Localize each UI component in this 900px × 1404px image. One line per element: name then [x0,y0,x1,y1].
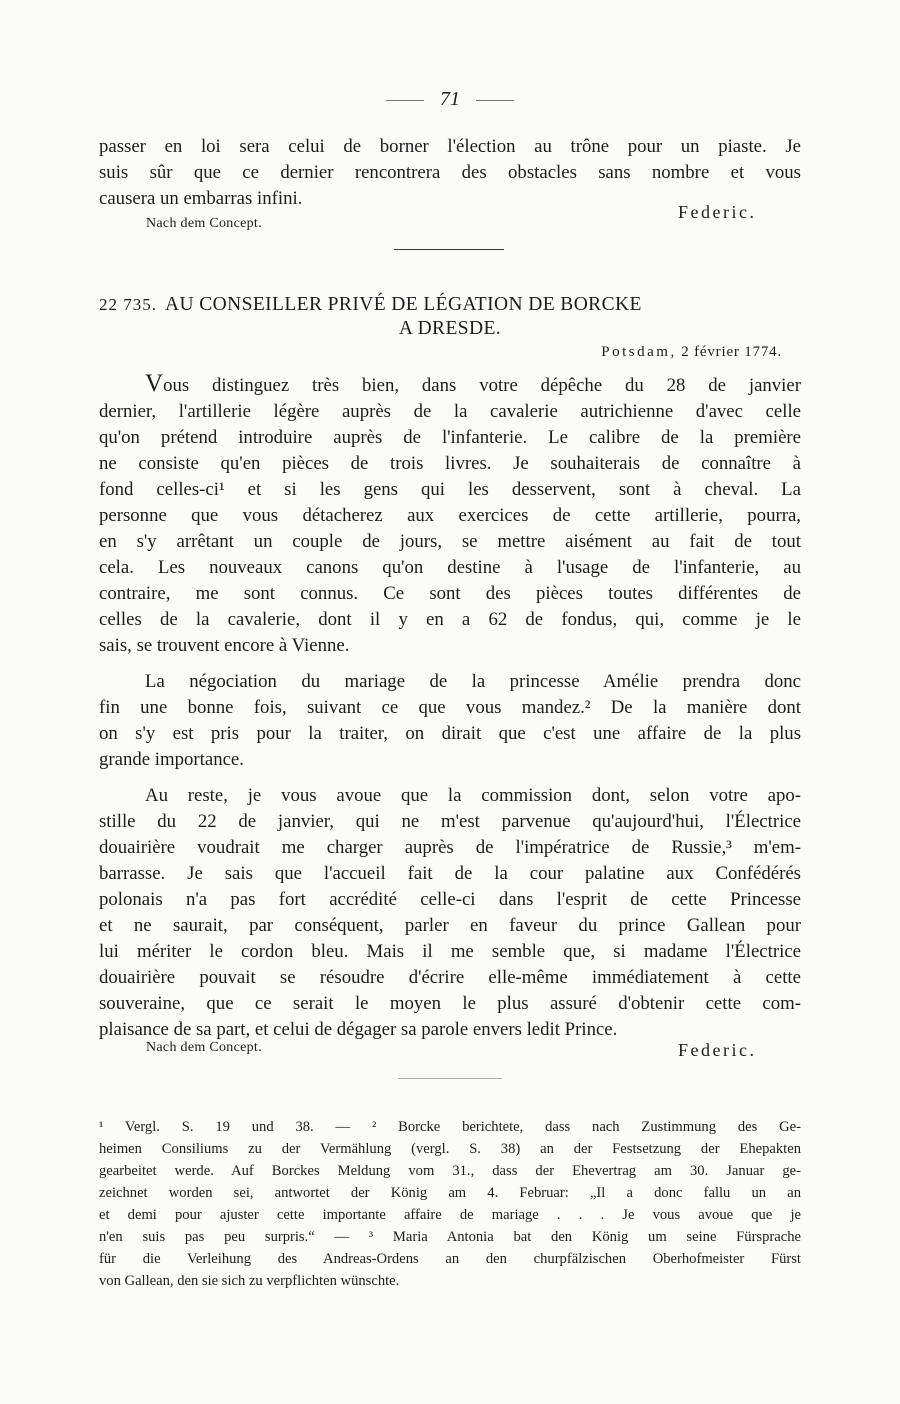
paragraph-2 [99,669,801,773]
page-number-left-rule [386,100,424,101]
footnote-line: zeichnet worden sei, antwortet der König am 4. Februar: „Il a donc fallu un an [99,1185,801,1201]
text-line: on s'y est pris pour la traiter, on dirait que c'est une affaire de la plus [99,723,801,744]
letter-body [99,371,801,1053]
footnote-line: n'en suis pas peu surpris.“ — ³ Maria Antonia bat den König um seine Fürsprache [99,1229,801,1245]
paragraph-3 [99,783,801,1043]
footnote-line: für die Verleihung des Andreas-Ordens an den churpfälzischen Oberhofmeister Fürst [99,1251,801,1267]
heading-title: AU CONSEILLER PRIVÉ DE LÉGATION DE BORCKE [165,294,642,315]
footnote-line: gearbeitet werde. Auf Borckes Meldung vom 31., dass der Ehevertrag am 30. Januar ge- [99,1163,801,1179]
text-line: contraire, me sont connus. Ce sont des pièces toutes différentes de [99,583,801,604]
dateline-place: Potsdam, [601,344,677,360]
letter-number: 22 735. [99,295,157,314]
text-line: personne que vous détacherez aux exercices de cette artillerie, pourra, [99,505,801,526]
text-line: qu'on prétend introduire auprès de l'infanterie. Le calibre de la première [99,427,801,448]
footnote-line: ¹ Vergl. S. 19 und 38. — ² Borcke berichtete, dass nach Zustimmung des Ge- [99,1119,801,1135]
text-line: sais, se trouvent encore à Vienne. [99,635,350,656]
signature: Federic. [678,202,757,222]
footnote-line: et demi pour ajuster cette importante affaire de mariage . . . Je vous avoue que je [99,1207,801,1223]
text-line: Vous distinguez très bien, dans votre dépêche du 28 de janvier [145,371,801,397]
text-line: suis sûr que ce dernier rencontrera des obstacles sans nombre et vous [99,162,801,183]
text-line: souveraine, que ce serait le moyen le plus assuré d'obtenir cette com- [99,993,801,1014]
page-number-right-rule [476,100,514,101]
text-line: lui mériter le cordon bleu. Mais il me semble que, si madame l'Électrice [99,941,801,962]
text-line: et ne saurait, par conséquent, parler en faveur du prince Gallean pour [99,915,801,936]
text-line: barrasse. Je sais que l'accueil fait de la cour palatine aux Confédérés [99,863,801,884]
continuation-paragraph [99,134,801,212]
source-note: Nach dem Concept. [146,1040,262,1055]
footnotes [99,1116,801,1292]
drop-cap: V [145,371,164,397]
text-line: en s'y arrêtant un couple de jours, se mettre aisément au fait de tout [99,531,801,552]
footnote-divider [398,1078,502,1079]
dateline [601,344,782,361]
text-line: cela. Les nouveaux canons qu'on destine à l'usage de l'infanterie, au [99,557,801,578]
paragraph-1 [99,371,801,659]
footnote-line: heimen Consiliums zu der Vermählung (vergl. S. 38) an der Festsetzung der Ehepakten [99,1141,801,1157]
text-line: dernier, l'artillerie légère auprès de la cavalerie autrichienne d'avec celle [99,401,801,422]
text-line: douairière pouvait se résoudre d'écrire elle-même immédiatement à cette [99,967,801,988]
text-line: grande importance. [99,749,244,770]
signature: Federic. [678,1040,757,1060]
text-line: celles de la cavalerie, dont il y en a 62 de fondus, qui, comme je le [99,609,801,630]
text-line: causera un embarras infini. [99,188,303,209]
text-line: passer en loi sera celui de borner l'élection au trône pour un piaste. Je [99,136,801,157]
text-line: ne consiste qu'en pièces de trois livres. Je souhaiterais de connaître à [99,453,801,474]
text-line: plaisance de sa part, et celui de dégager sa parole envers ledit Prince. [99,1019,618,1040]
text-line: La négociation du mariage de la princesse Amélie prendra donc [145,671,801,692]
text-line: fond celles-ci¹ et si les gens qui les desservent, sont à cheval. La [99,479,801,500]
text-line: fin une bonne fois, suivant ce que vous mandez.² De la manière dont [99,697,801,718]
letter-heading [99,294,801,340]
text-line: Au reste, je vous avoue que la commission dont, selon votre apo- [145,785,801,806]
footnote-line: von Gallean, den sie sich zu verpflichten wünschte. [99,1273,400,1289]
text-line: douairière voudrait me charger auprès de l'impératrice de Russie,³ m'em- [99,837,801,858]
heading-line-2: A DRESDE. [398,318,502,339]
dateline-date: 2 février 1774. [681,344,782,360]
source-note: Nach dem Concept. [146,216,262,231]
page-number-line [0,88,900,111]
section-divider [394,249,504,250]
page-number: 71 [440,88,460,110]
text-line: stille du 22 de janvier, qui ne m'est parvenue qu'aujourd'hui, l'Électrice [99,811,801,832]
text-line: polonais n'a pas fort accrédité celle-ci dans l'esprit de cette Princesse [99,889,801,910]
heading-line-1 [99,294,801,316]
